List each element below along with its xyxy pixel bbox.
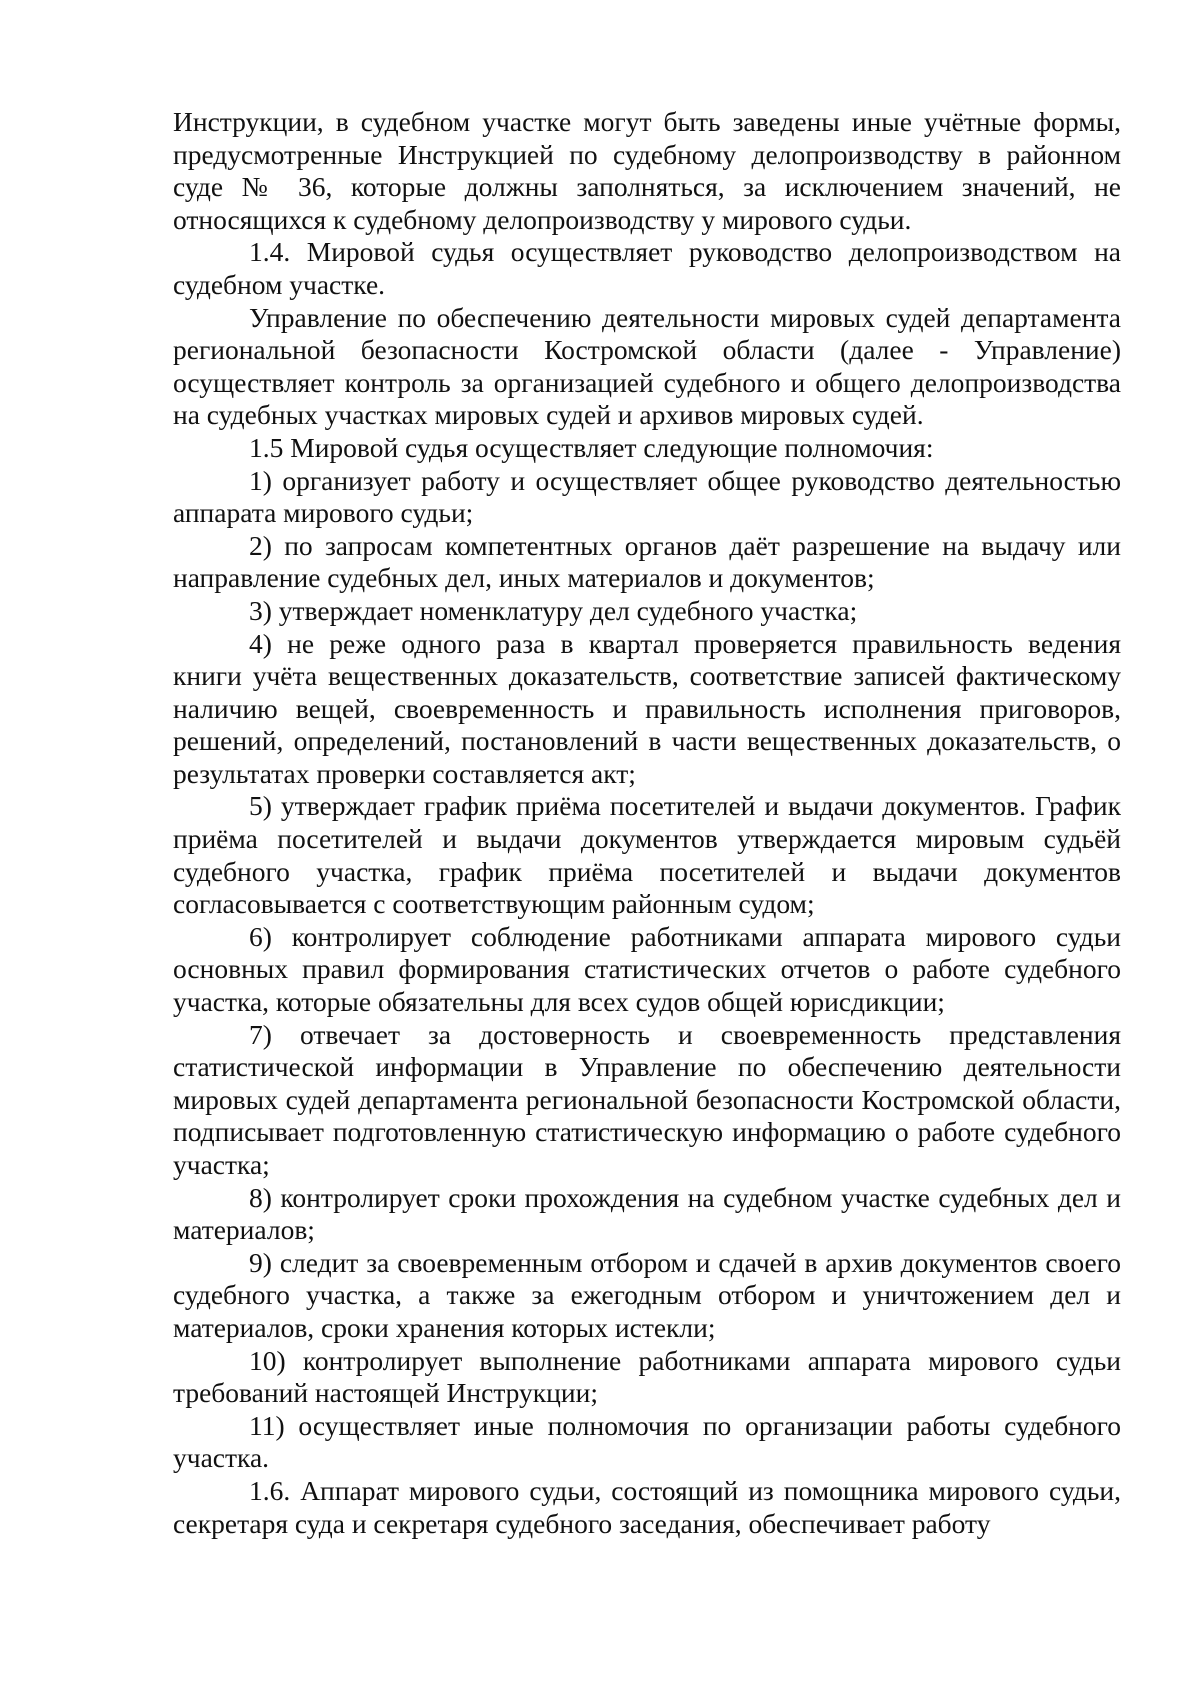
- list-item-10: 10) контролирует выполнение работниками аппарата мирового судьи требований настоящей Инструкции;: [173, 1344, 1121, 1409]
- paragraph-1-5: 1.5 Мировой судья осуществляет следующие полномочия:: [249, 431, 934, 463]
- list-item-2: 2) по запросам компетентных органов даёт разрешение на выдачу или направление судебных дел, иных материалов и документов;: [173, 529, 1121, 594]
- list-item-1: 1) организует работу и осуществляет общее руководство деятельностью аппарата мирового судьи;: [173, 464, 1121, 529]
- paragraph-directorate: Управление по обеспечению деятельности мировых судей департамента региональной безопасности Костромской области (далее - Управление) осуществляет контроль за организацией судебного и общего делопроизводства на судебных участках мировых судей и архивов мировых судей.: [173, 301, 1121, 431]
- list-item-4: 4) не реже одного раза в квартал проверяется правильность ведения книги учёта вещественных доказательств, соответствие записей фактическому наличию вещей, своевременность и правильность исполнения приговоров, решений, определений, постановлений в части вещественных доказательств, о результатах проверки составляется акт;: [173, 627, 1121, 789]
- list-item-8: 8) контролирует сроки прохождения на судебном участке судебных дел и материалов;: [173, 1181, 1121, 1246]
- list-item-11: 11) осуществляет иные полномочия по организации работы судебного участка.: [173, 1409, 1121, 1474]
- list-item-3: 3) утверждает номенклатуру дел судебного участка;: [249, 594, 858, 626]
- paragraph-intro-continuation: Инструкции, в судебном участке могут быть заведены иные учётные формы, предусмотренные Инструкцией по судебному делопроизводству в районном суде № 36, которые должны заполняться, за исключением значений, не относящихся к судебному делопроизводству у мирового судьи.: [173, 106, 1121, 235]
- list-item-5: 5) утверждает график приёма посетителей и выдачи документов. График приёма посетителей и выдачи документов утверждается мировым судьёй судебного участка, график приёма посетителей и выдачи документов согласовывается с соответствующим районным судом;: [173, 790, 1121, 920]
- list-item-6: 6) контролирует соблюдение работниками аппарата мирового судьи основных правил формирования статистических отчетов о работе судебного участка, которые обязательны для всех судов общей юрисдикции;: [173, 920, 1121, 1018]
- paragraph-1-6: 1.6. Аппарат мирового судьи, состоящий из помощника мирового судьи, секретаря суда и секретаря судебного заседания, обеспечивает работу: [173, 1474, 1121, 1539]
- list-item-9: 9) следит за своевременным отбором и сдачей в архив документов своего судебного участка, а также за ежегодным отбором и уничтожением дел и материалов, сроки хранения которых истекли;: [173, 1246, 1121, 1343]
- document-page: [173, 106, 1121, 1540]
- paragraph-1-4: 1.4. Мировой судья осуществляет руководство делопроизводством на судебном участке.: [173, 236, 1121, 300]
- list-item-7: 7) отвечает за достоверность и своевременность представления статистической информации в Управление по обеспечению деятельности мировых судей департамента региональной безопасности Костромской области, подписывает подготовленную статистическую информацию о работе судебного участка;: [173, 1018, 1121, 1180]
